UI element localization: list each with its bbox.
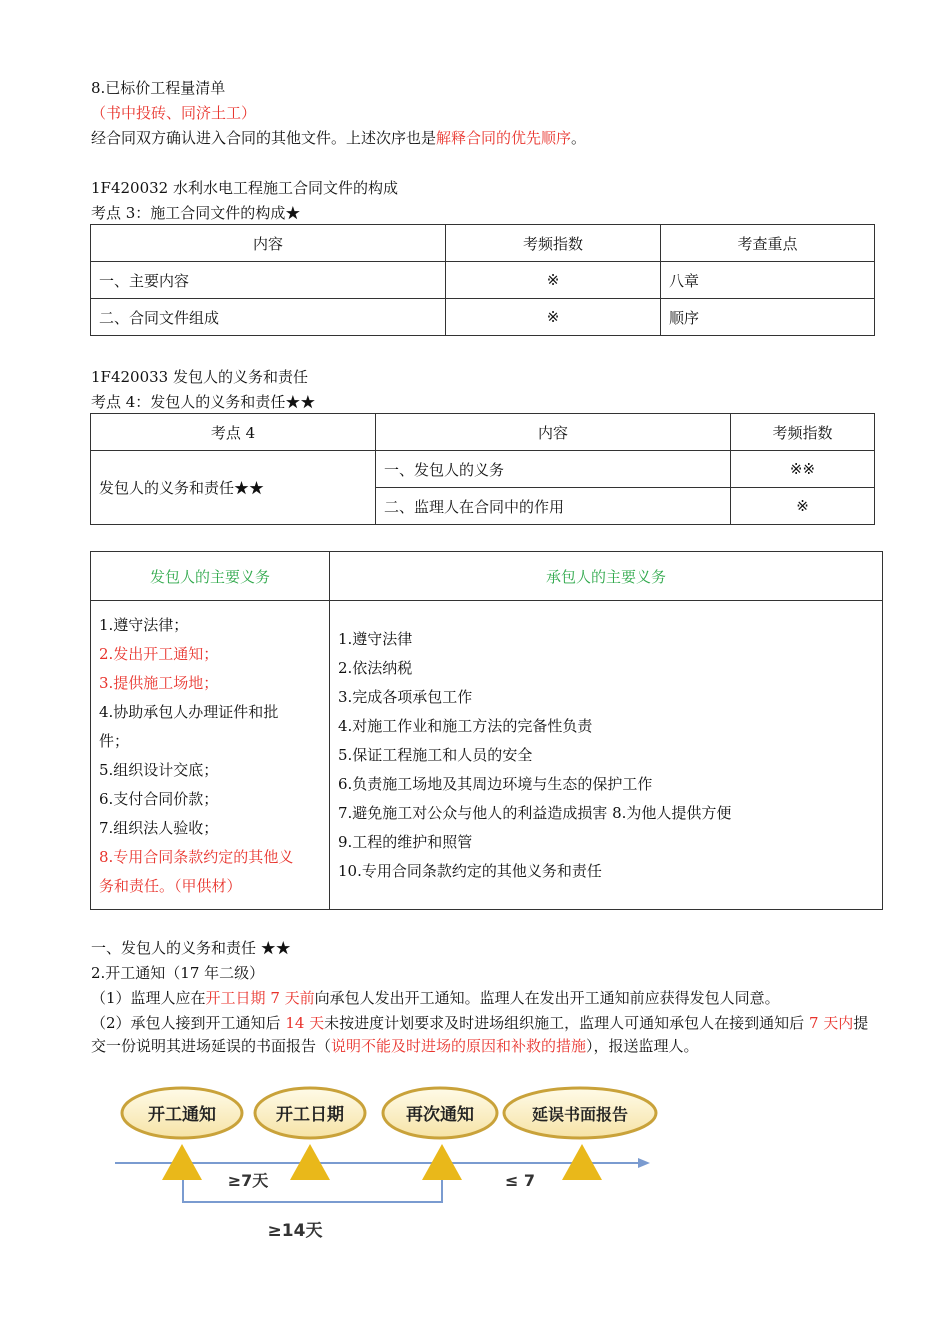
svg-text:开工通知: 开工通知 (148, 1105, 216, 1125)
group-label: 发包人的义务和责任★★ (91, 451, 376, 525)
intro-line-2: （书中投砖、同济土工） (91, 104, 257, 122)
label-le-7: ≤ 7 (504, 1171, 536, 1190)
list-item: 9.工程的维护和照管 (338, 833, 473, 851)
contractor-header: 承包人的主要义务 (330, 552, 883, 601)
intro-line-1: 8.已标价工程量清单 (91, 79, 226, 97)
label-ge-14-days: ≥14天 (267, 1221, 323, 1241)
svg-text:延误书面报告: 延误书面报告 (531, 1105, 629, 1124)
node-start-date (255, 1088, 365, 1180)
label-ge-7-days: ≥7天 (227, 1171, 269, 1190)
list-item: 7.避免施工对公众与他人的利益造成损害 8.为他人提供方便 (338, 804, 732, 822)
table-contract-docs (90, 224, 875, 336)
node-second-notice (383, 1088, 497, 1180)
list-item: 务和责任。（甲供材） (99, 877, 242, 895)
paragraph-1: （1）监理人应在开工日期 7 天前向承包人发出开工通知。监理人在发出开工通知前应获得发包人同意。 (91, 989, 780, 1007)
list-item: 5.组织设计交底； (99, 761, 219, 779)
table-row: 二、监理人在合同中的作用 ※ (91, 488, 875, 525)
list-item: 6.负责施工场地及其周边环境与生态的保护工作 (338, 775, 653, 793)
employer-list (91, 601, 330, 910)
node-delay-report (504, 1088, 656, 1180)
table-row: 发包人的义务和责任★★ 一、发包人的义务 ※※ (91, 451, 875, 488)
table-obligations (90, 551, 883, 910)
employer-header: 发包人的主要义务 (91, 552, 330, 601)
intro-line-3: 经合同双方确认进入合同的其他文件。上述次序也是解释合同的优先顺序。 (91, 129, 587, 147)
svg-text:开工日期: 开工日期 (276, 1105, 344, 1125)
table-row: 一、主要内容 ※ 八章 (91, 262, 875, 299)
section1-code-title: 1F420032 水利水电工程施工合同文件的构成 (91, 179, 398, 197)
section1-point-title: 考点 3：施工合同文件的构成★ (91, 204, 301, 222)
list-item: 4.对施工作业和施工方法的完备性负责 (338, 717, 593, 735)
list-item: 5.保证工程施工和人员的安全 (338, 746, 533, 764)
table-employer-duties: 考点 4 内容 考频指数 发包人的义务和责任★★ 一、发包人的义务 ※※ 二、监理人在合同中的作用 ※ (90, 413, 875, 525)
table-row: 二、合同文件组成 ※ 顺序 (91, 299, 875, 336)
list-item: 3.提供施工场地； (99, 674, 219, 692)
list-item: 件； (99, 732, 130, 750)
header-content: 内容 (91, 225, 446, 262)
paragraph-2: （2）承包人接到开工通知后 14 天未按进度计划要求及时进场组织施工，监理人可通知承包人在接到通知后 7 天内提交一份说明其进场延误的书面报告（说明不能及时进场的原因和补救的措施），报送监理人。 (91, 1014, 869, 1055)
list-item: 8.专用合同条款约定的其他义 (99, 848, 294, 866)
list-item: 6.支付合同价款； (99, 790, 219, 808)
contractor-list (330, 601, 883, 910)
list-item: 2.依法纳税 (338, 659, 413, 677)
section3-title: 一、发包人的义务和责任 ★★ (91, 939, 291, 957)
list-item: 2.发出开工通知； (99, 645, 219, 663)
list-item: 10.专用合同条款约定的其他义务和责任 (338, 862, 602, 880)
list-item: 4.协助承包人办理证件和批 (99, 703, 279, 721)
list-item: 3.完成各项承包工作 (338, 688, 473, 706)
list-item: 1.遵守法律 (338, 630, 413, 648)
section2-point-title: 考点 4：发包人的义务和责任★★ (91, 393, 316, 411)
header-focus: 考查重点 (661, 225, 875, 262)
svg-text:再次通知: 再次通知 (406, 1105, 474, 1125)
section2-code-title: 1F420033 发包人的义务和责任 (91, 368, 308, 386)
section3-subtitle: 2.开工通知（17 年二级） (91, 964, 265, 982)
node-start-notice (122, 1088, 242, 1180)
header-freq: 考频指数 (446, 225, 661, 262)
list-item: 7.组织法人验收； (99, 819, 219, 837)
list-item: 1.遵守法律； (99, 616, 189, 634)
timeline-diagram (110, 1080, 670, 1250)
timeline-arrowhead (638, 1158, 650, 1168)
